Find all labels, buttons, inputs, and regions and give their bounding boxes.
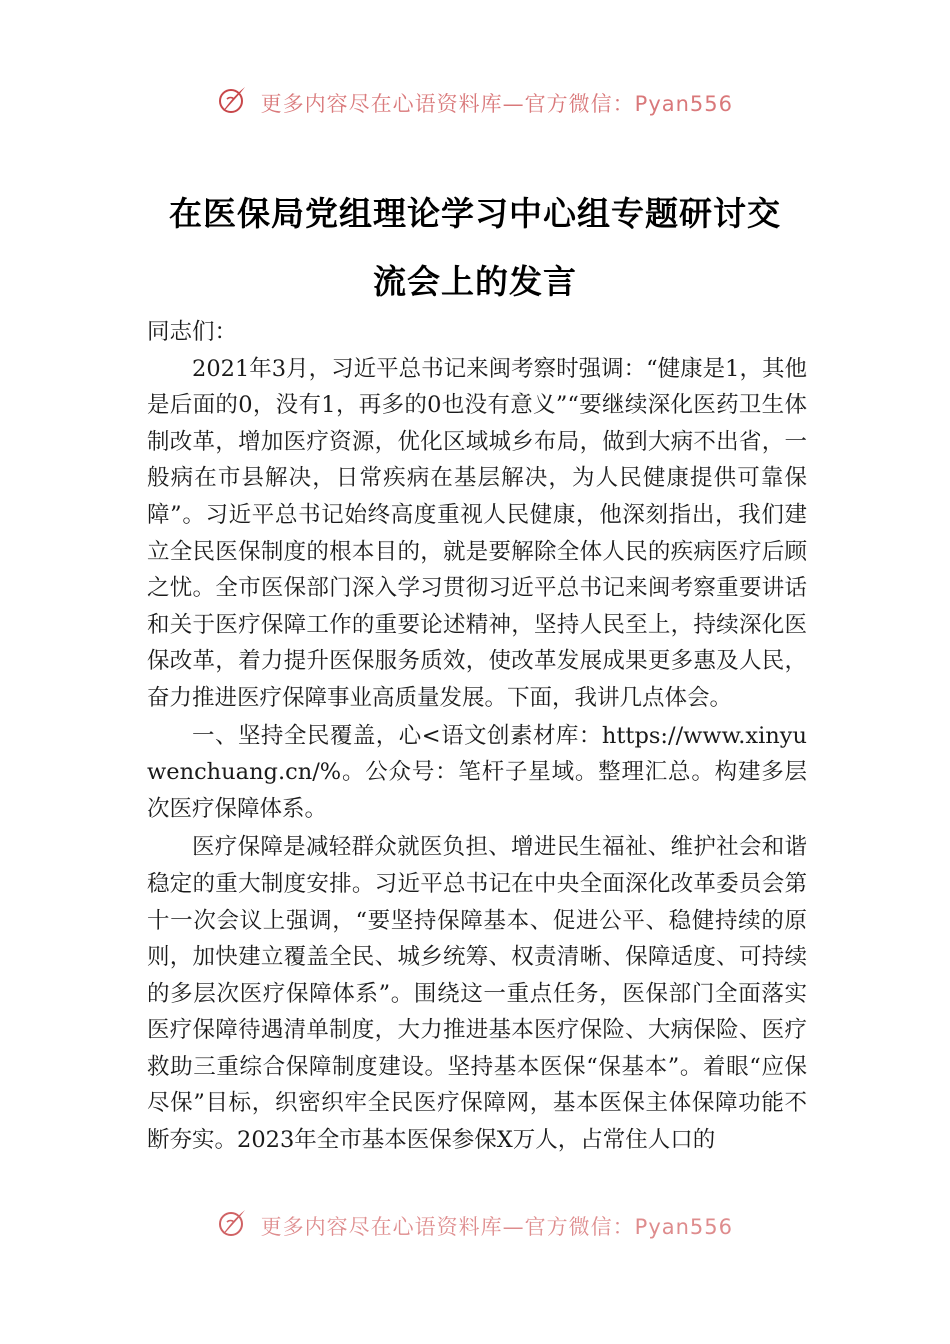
footer-watermark (0, 1211, 950, 1241)
header-watermark (0, 88, 950, 118)
quill-logo-icon (217, 1208, 247, 1238)
salutation: 同志们： (147, 319, 238, 345)
paragraph-intro: 2021年3月，习近平总书记来闽考察时强调：“健康是1，其他是后面的0，没有1，再多的0也没有意义”“要继续深化医药卫生体制改革，增加医疗资源，优化区域城乡布局，做到大病不出省，一般病在市县解决，日常疾病在基层解决，为人民健康提供可靠保障”。习近平总书记始终高度重视人民健康，他深刻指出，我们建立全民医保制度的根本目的，就是要解除全体人民的疾病医疗后顾之忧。全市医保部门深入学习贯彻习近平总书记来闽考察重要讲话和关于医疗保障工作的重要论述精神，坚持人民至上，持续深化医保改革，着力提升医保服务质效，使改革发展成果更多惠及人民，奋力推进医疗保障事业高质量发展。下面，我讲几点体会。 (147, 355, 807, 711)
quill-logo-icon (217, 85, 247, 115)
paragraph-medical-security: 医疗保障是减轻群众就医负担、增进民生福祉、维护社会和谐稳定的重大制度安排。习近平总书记在中央全面深化改革委员会第十一次会议上强调，“要坚持保障基本、促进公平、稳健持续的原则，加快建立覆盖全民、城乡统筹、权责清晰、保障适度、可持续的多层次医疗保障体系”。围绕这一重点任务，医保部门全面落实医疗保障待遇清单制度，大力推进基本医疗保险、大病保险、医疗救助三重综合保障制度建设。坚持基本医保“保基本”。着眼“应保尽保”目标，织密织牢全民医疗保障网，基本医保主体保障功能不断夯实。2023年全市基本医保参保X万人，占常住人口的 (147, 834, 807, 1154)
document-body (147, 314, 807, 1159)
watermark-text: 更多内容尽在心语资料库—官方微信：Pyan556 (260, 92, 734, 116)
section-heading-1: 一、坚持全民覆盖，心<语文创素材库：https://www.xinyuwenchuang.cn/%。公众号：笔杆子星域。整理汇总。构建多层次医疗保障体系。 (147, 722, 807, 822)
watermark-text: 更多内容尽在心语资料库—官方微信：Pyan556 (260, 1215, 734, 1239)
document-title-line-1: 在医保局党组理论学习中心组专题研讨交 (169, 194, 781, 233)
document-title-line-2: 流会上的发言 (373, 262, 577, 301)
